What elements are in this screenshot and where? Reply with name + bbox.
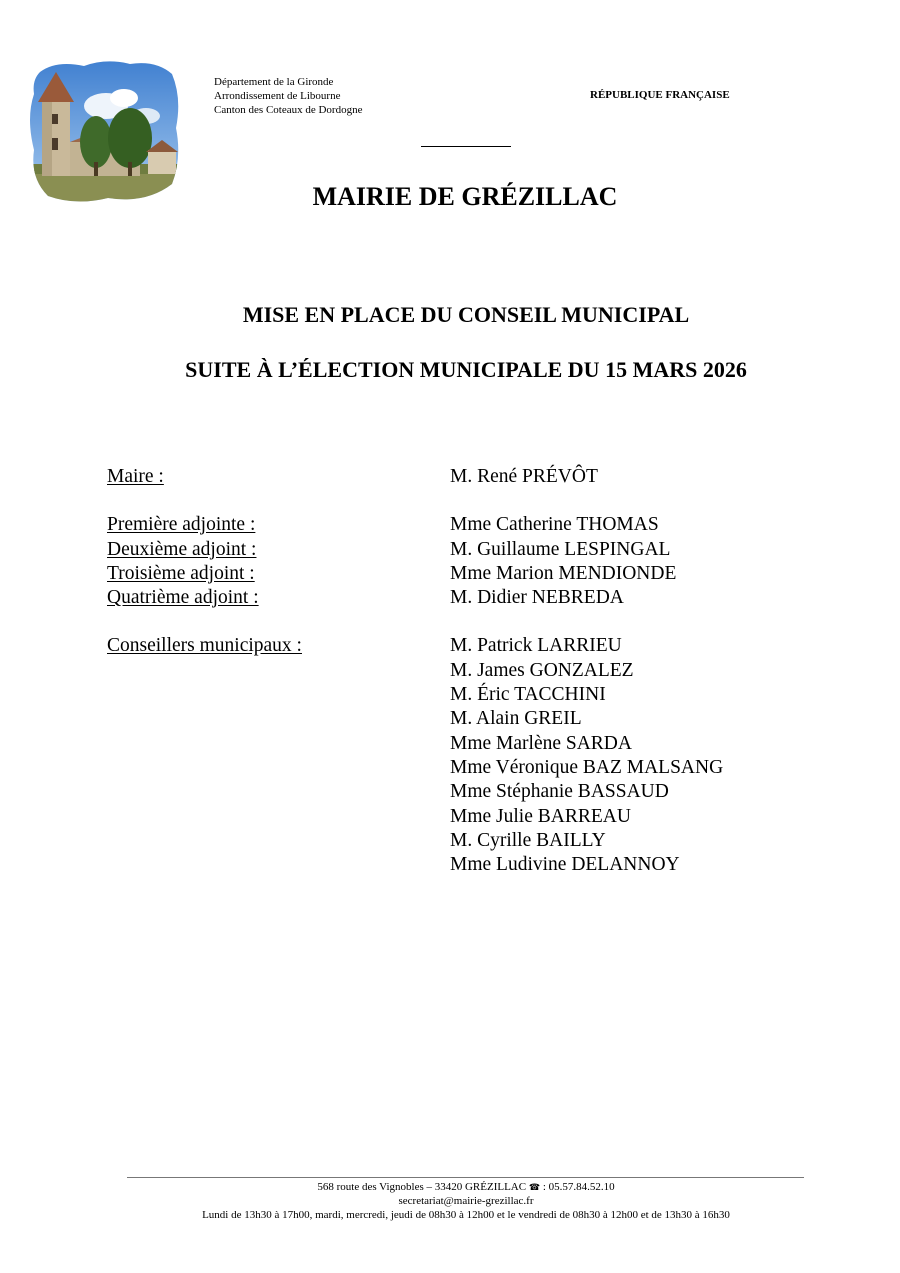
role-adjoint-2: Deuxième adjoint :: [107, 538, 257, 560]
footer-phone: : 05.57.84.52.10: [542, 1181, 615, 1193]
name-adjoint-4: M. Didier NEBREDA: [450, 587, 624, 609]
names-column: [450, 465, 870, 877]
admin-line-arrondissement: Arrondissement de Libourne: [214, 90, 341, 102]
name-adjoint-1: Mme Catherine THOMAS: [450, 514, 659, 536]
conseiller-name: M. Éric TACCHINI: [450, 684, 606, 706]
spacer: [107, 489, 437, 513]
footer: [0, 1180, 900, 1222]
admin-line-department: Département de la Gironde: [214, 76, 334, 88]
role-conseillers: Conseillers municipaux :: [107, 635, 302, 657]
conseiller-name: M. Cyrille BAILLY: [450, 829, 606, 851]
roles-column: [107, 465, 437, 659]
name-adjoint-3: Mme Marion MENDIONDE: [450, 562, 677, 584]
footer-hours: Lundi de 13h30 à 17h00, mardi, mercredi, jeudi de 08h30 à 12h00 et le vendredi de 08h30 à 12h00 et de 13h30 à 16h30: [202, 1209, 730, 1221]
header-separator: [421, 146, 511, 147]
role-adjoint-3: Troisième adjoint :: [107, 562, 255, 584]
footer-divider: [127, 1177, 804, 1178]
name-maire: M. René PRÉVÔT: [450, 466, 598, 487]
footer-address: 568 route des Vignobles – 33420 GRÉZILLAC: [317, 1181, 527, 1193]
footer-address-line: [0, 1180, 900, 1194]
admin-line-canton: Canton des Coteaux de Dordogne: [214, 104, 363, 116]
conseiller-name: M. James GONZALEZ: [450, 659, 634, 681]
role-adjoint-4: Quatrième adjoint :: [107, 587, 259, 609]
conseiller-name: M. Patrick LARRIEU: [450, 635, 622, 657]
page-title: MAIRIE DE GRÉZILLAC: [312, 182, 618, 211]
conseiller-name: Mme Marlène SARDA: [450, 732, 632, 754]
conseiller-name: M. Alain GREIL: [450, 708, 582, 730]
name-adjoint-2: M. Guillaume LESPINGAL: [450, 538, 671, 560]
conseiller-name: Mme Julie BARREAU: [450, 805, 631, 827]
telephone-icon: ☎: [528, 1182, 541, 1192]
role-maire: Maire :: [107, 466, 164, 487]
conseiller-name: Mme Ludivine DELANNOY: [450, 854, 680, 876]
conseiller-name: Mme Stéphanie BASSAUD: [450, 781, 669, 803]
spacer: [450, 489, 870, 513]
heading-line-2: SUITE À L’ÉLECTION MUNICIPALE DU 15 MARS 2026: [185, 357, 747, 382]
footer-email[interactable]: secretariat@mairie-grezillac.fr: [398, 1195, 534, 1207]
spacer: [107, 610, 437, 634]
administrative-header: [214, 75, 362, 117]
heading-line-1: MISE EN PLACE DU CONSEIL MUNICIPAL: [242, 302, 690, 327]
conseiller-name: Mme Véronique BAZ MALSANG: [450, 756, 724, 778]
republic-label: RÉPUBLIQUE FRANÇAISE: [590, 89, 730, 101]
role-adjoint-1: Première adjointe :: [107, 514, 256, 536]
spacer: [450, 610, 870, 634]
